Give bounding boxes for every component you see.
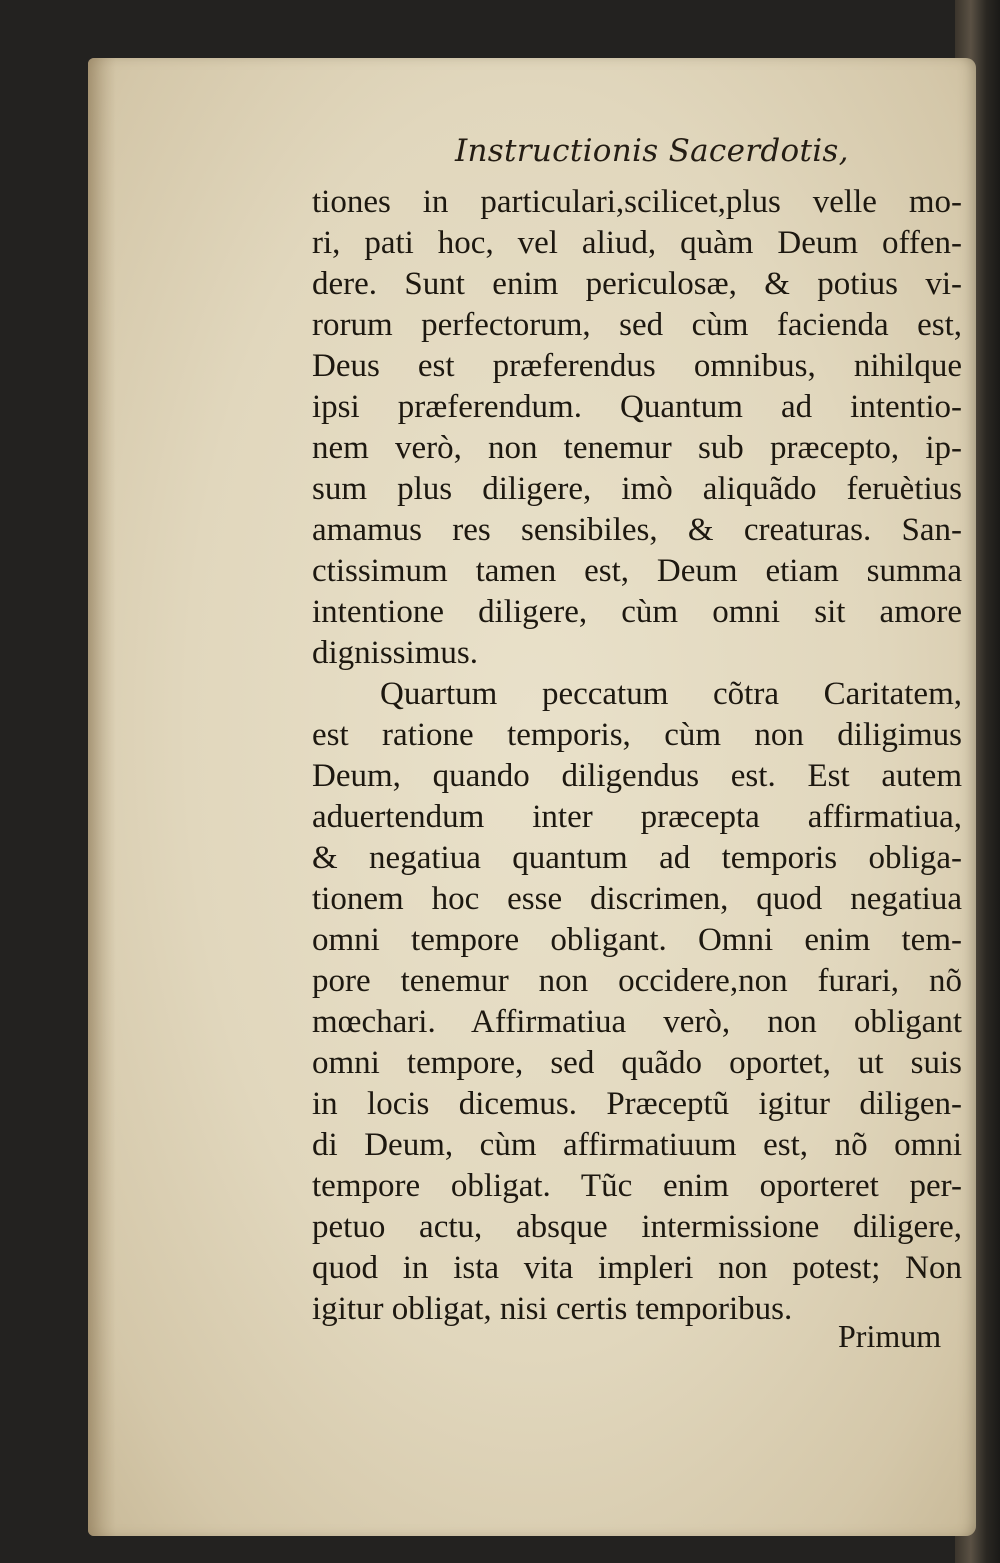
running-head: Instructionis Sacerdotis, [455, 133, 849, 169]
text-line: di Deum, cùm affirmatiuum est, nõ omni [312, 1127, 962, 1163]
text-line: tionem hoc esse discrimen, quod negatiua [312, 881, 962, 917]
text-block [312, 182, 962, 1330]
text-line: petuo actu, absque intermissione diligere, [312, 1209, 962, 1245]
text-line: Deus est præferendus omnibus, nihilque [312, 348, 962, 384]
text-line: in locis dicemus. Præceptũ igitur diligen- [312, 1086, 962, 1122]
text-line: omni tempore obligant. Omni enim tem- [312, 922, 962, 958]
text-line: pore tenemur non occidere,non furari, nõ [312, 963, 962, 999]
text-line: dere. Sunt enim periculosæ, & potius vi- [312, 266, 962, 302]
text-line: dignissimus. [312, 635, 478, 671]
text-line: omni tempore, sed quãdo oportet, ut suis [312, 1045, 962, 1081]
text-line: rorum perfectorum, sed cùm facienda est, [312, 307, 962, 343]
paragraph-2 [312, 674, 962, 1330]
gutter-shadow [88, 58, 116, 1536]
catchword: Primum [838, 1318, 942, 1354]
text-line: amamus res sensibiles, & creaturas. San- [312, 512, 962, 548]
text-line: Deum, quando diligendus est. Est autem [312, 758, 962, 794]
text-line: sum plus diligere, imò aliquãdo feruètius [312, 471, 962, 507]
text-line: est ratione temporis, cùm non diligimus [312, 717, 962, 753]
text-line: intentione diligere, cùm omni sit amore [312, 594, 962, 630]
text-line: ctissimum tamen est, Deum etiam summa [312, 553, 962, 589]
text-line: aduertendum inter præcepta affirmatiua, [312, 799, 962, 835]
text-line: ri, pati hoc, vel aliud, quàm Deum offen- [312, 225, 962, 261]
text-line: mœchari. Affirmatiua verò, non obligant [312, 1004, 962, 1040]
text-line: tiones in particulari,scilicet,plus velle mo- [312, 184, 962, 220]
text-line: quod in ista vita impleri non potest; Non [312, 1250, 962, 1286]
text-line: tempore obligat. Tũc enim oporteret per- [312, 1168, 962, 1204]
text-line: & negatiua quantum ad temporis obliga- [312, 840, 962, 876]
text-line: ipsi præferendum. Quantum ad intentio- [312, 389, 962, 425]
paragraph-1 [312, 182, 962, 674]
text-line: nem verò, non tenemur sub præcepto, ip- [312, 430, 962, 466]
text-line: Quartum peccatum cõtra Caritatem, [380, 676, 962, 712]
text-line: igitur obligat, nisi certis temporibus. [312, 1291, 793, 1327]
